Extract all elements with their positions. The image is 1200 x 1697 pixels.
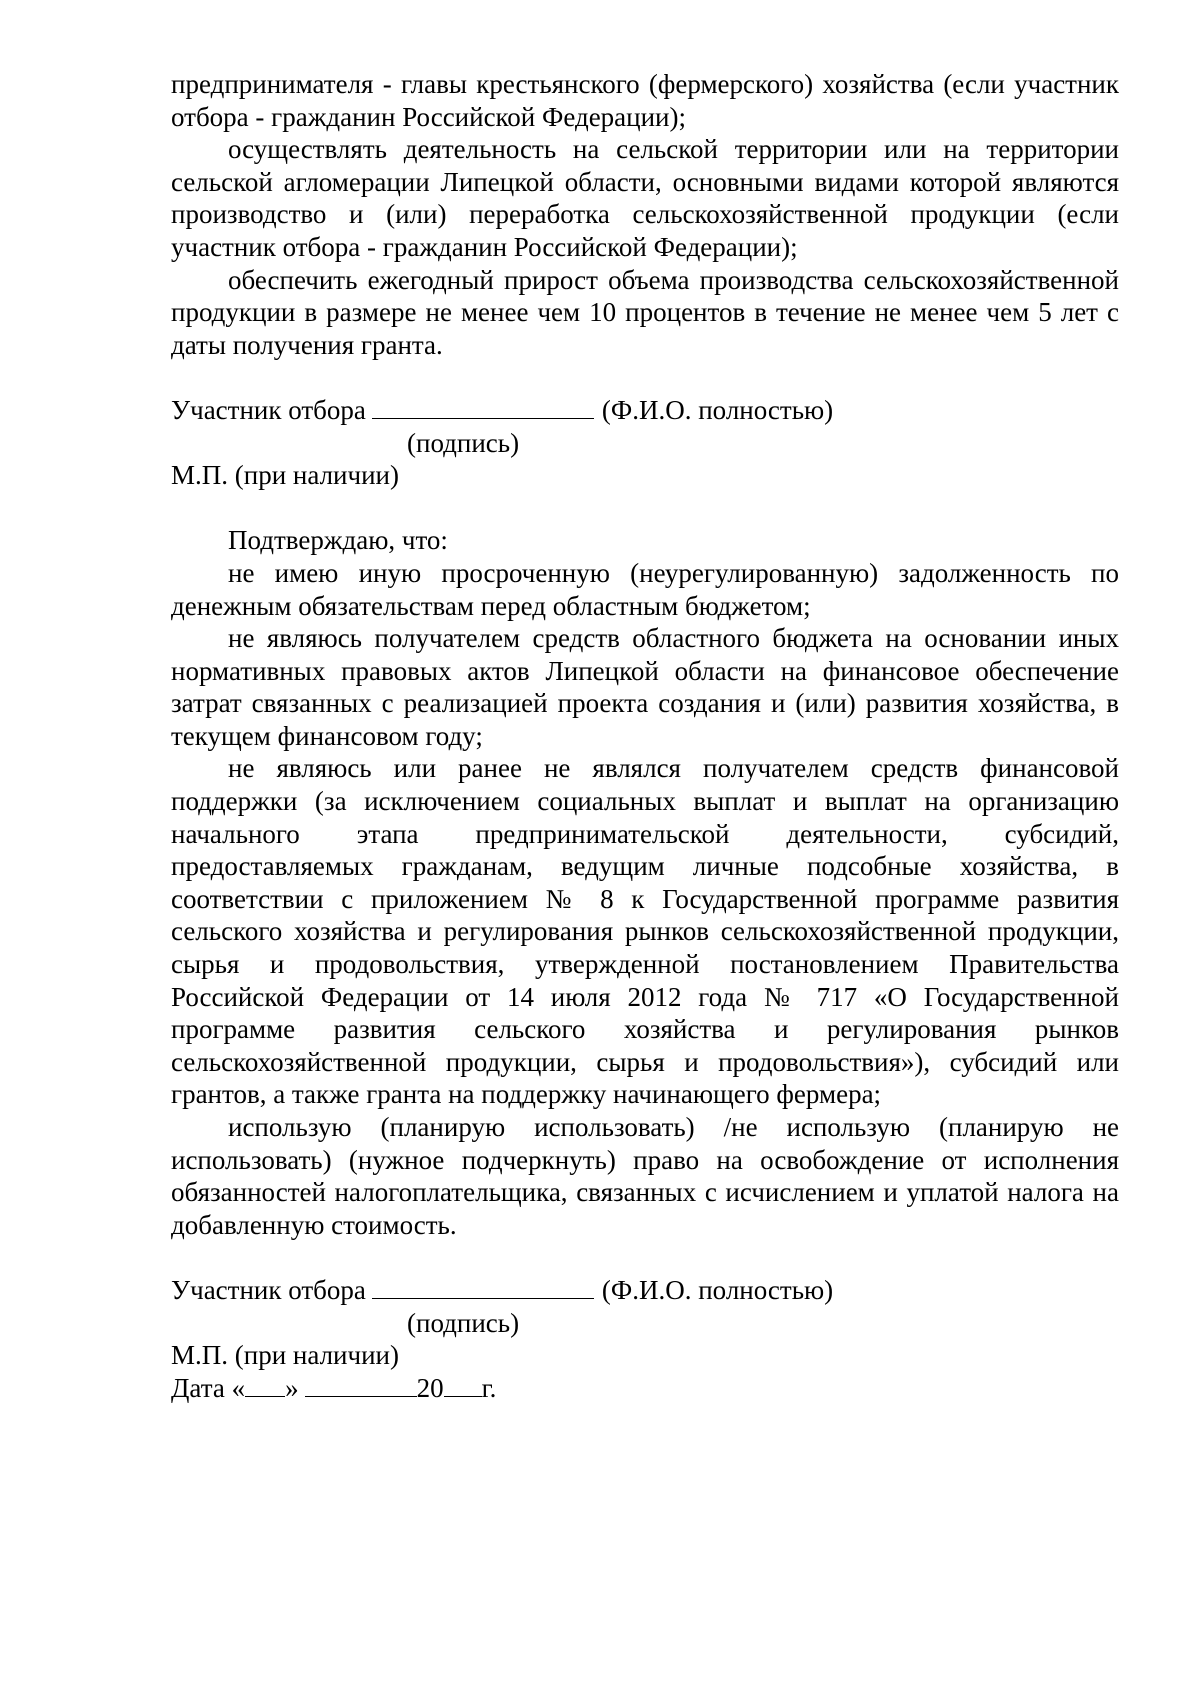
spacer [171, 1241, 1119, 1274]
signature-block-2 [171, 1274, 1119, 1404]
date-year-prefix: 20 [416, 1372, 444, 1403]
signature-caption: (подпись) [407, 427, 520, 458]
date-line [171, 1372, 1119, 1405]
stamp-label: М.П. (при наличии) [171, 1340, 399, 1371]
date-year-suffix: г. [481, 1372, 497, 1403]
spacer [171, 361, 1119, 394]
date-year-field[interactable] [444, 1372, 482, 1397]
paragraph-financial-support: не являюсь или ранее не являлся получателем средств финансовой поддержки (за исключением социальных выплат и выплат на организацию начального этапа предпринимательской деятельности, субсидий, предоставляемых гражданам, ведущим личные подсобные хозяйства, в соответствии с приложением № 8 к Государственной программе развития сельского хозяйства и регулирования рынков сельскохозяйственной продукции, сырья и продовольствия, утвержденной постановлением Правительства Российской Федерации от 14 июля 2012 года № 717 «О Государственной программе развития сельского хозяйства и регулирования рынков сельскохозяйственной продукции, сырья и продовольствия»), субсидий или грантов, а также гранта на поддержку начинающего фермера; [171, 753, 1119, 1110]
fio-label: (Ф.И.О. полностью) [601, 1274, 834, 1305]
paragraph-territory: осуществлять деятельность на сельской территории или на территории сельской агломерации Липецкой области, основными видами которой являются производство и (или) переработка сельскохозяйственной продукции (если участник отбора - гражданин Российской Федерации); [171, 134, 1119, 262]
date-day-field[interactable] [245, 1372, 285, 1397]
signature-block-1 [171, 394, 1119, 492]
paragraph-no-debt: не имею иную просроченную (неурегулированную) задолженность по денежным обязательствам перед областным бюджетом; [171, 557, 1119, 621]
date-quote-close: » [285, 1372, 299, 1403]
signature-line [171, 394, 1119, 427]
date-month-field[interactable] [305, 1372, 417, 1397]
confirm-intro: Подтверждаю, что: [228, 525, 448, 556]
signature-line [171, 1274, 1119, 1307]
signature-field[interactable] [372, 394, 594, 419]
signature-field[interactable] [372, 1274, 594, 1299]
paragraph-vat: использую (планирую использовать) /не использую (планирую не использовать) (нужное подчеркнуть) право на освобождение от исполнения обязанностей налогоплательщика, связанных с исчислением и уплатой налога на добавленную стоимость. [171, 1112, 1119, 1240]
paragraph-continuation: предпринимателя - главы крестьянского (фермерского) хозяйства (если участник отбора - гражданин Российской Федерации); [171, 69, 1119, 132]
participant-label: Участник отбора [171, 394, 366, 425]
paragraph-growth: обеспечить ежегодный прирост объема производства сельскохозяйственной продукции в размере не менее чем 10 процентов в течение не менее чем 5 лет с даты получения гранта. [171, 264, 1119, 360]
stamp-label: М.П. (при наличии) [171, 460, 399, 491]
fio-label: (Ф.И.О. полностью) [601, 394, 834, 425]
paragraph-not-recipient: не являюсь получателем средств областного бюджета на основании иных нормативных правовых актов Липецкой области на финансовое обеспечение затрат связанных с реализацией проекта создания и (или) развития хозяйства, в текущем финансовом году; [171, 623, 1119, 751]
participant-label: Участник отбора [171, 1274, 366, 1305]
spacer [171, 492, 1119, 525]
document-page [171, 68, 1119, 1404]
signature-caption: (подпись) [407, 1307, 520, 1338]
date-prefix: Дата « [171, 1372, 246, 1403]
